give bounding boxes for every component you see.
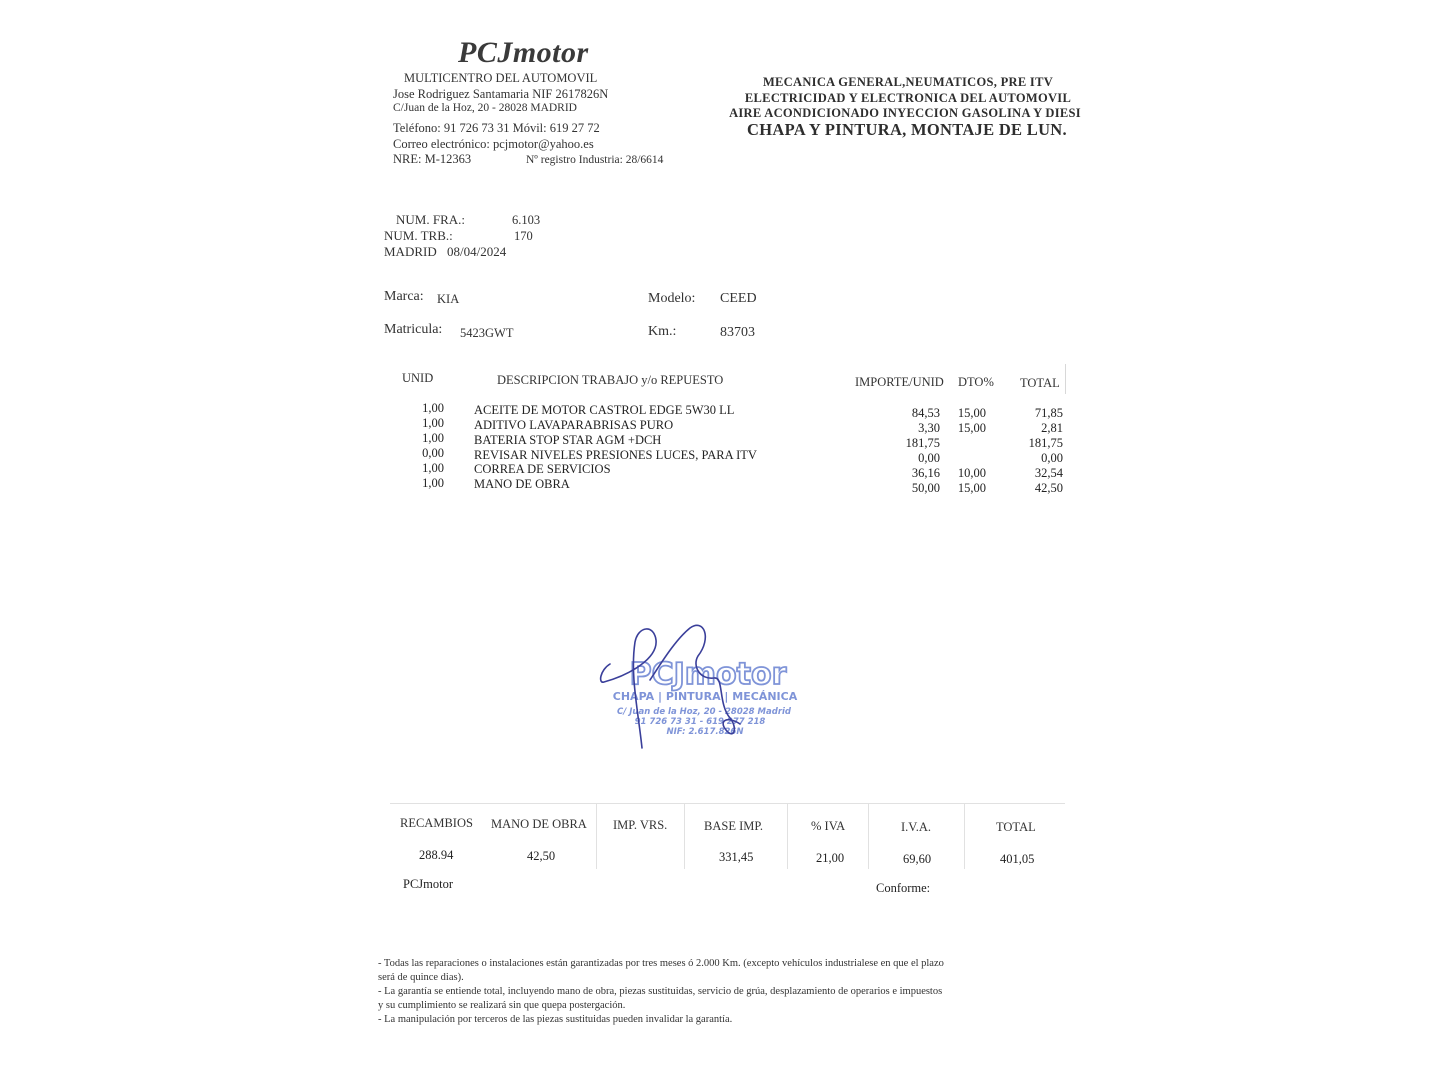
stamp-line-2: C/ Juan de la Hoz, 20 - 28028 Madrid — [616, 707, 792, 717]
imp-vrs-label: IMP. VRS. — [613, 818, 668, 832]
row-4-unid: 0,00 — [422, 446, 444, 460]
company-registry: Nº registro Industria: 28/6614 — [526, 154, 664, 166]
num-fra-value: 6.103 — [512, 213, 541, 227]
company-phone: Teléfono: 91 726 73 31 Móvil: 619 27 72 — [393, 121, 600, 135]
stamp-brand: PCJmotor — [629, 657, 787, 692]
stamp-line-3: 91 726 73 31 - 619 277 218 — [634, 717, 766, 727]
row-1-unid: 1,00 — [422, 401, 444, 415]
recambios-value: 288.94 — [419, 848, 454, 862]
company-email: Correo electrónico: pcjmotor@yahoo.es — [393, 137, 594, 151]
row-4-importe: 0,00 — [918, 451, 940, 465]
row-2-unid: 1,00 — [422, 416, 444, 430]
km-label: Km.: — [648, 324, 677, 339]
invoice-city: MADRID — [384, 244, 437, 259]
stamp-line-1: CHAPA | PINTURA | MECÁNICA — [612, 690, 798, 703]
row-5-unid: 1,00 — [422, 461, 444, 475]
recambios-label: RECAMBIOS — [400, 816, 473, 830]
row-2-total: 2,81 — [1041, 421, 1063, 435]
marca-label: Marca: — [384, 289, 424, 304]
row-5-dto: 10,00 — [957, 466, 986, 480]
matricula-value: 5423GWT — [460, 326, 514, 340]
services-line-4: CHAPA Y PINTURA, MONTAJE DE LUN. — [747, 120, 1067, 139]
row-1-desc: ACEITE DE MOTOR CASTROL EDGE 5W30 LL — [474, 403, 735, 417]
row-5-importe: 36,16 — [911, 466, 940, 480]
services-line-3: AIRE ACONDICIONADO INYECCION GASOLINA Y DIESI — [729, 106, 1081, 120]
mano-obra-label: MANO DE OBRA — [491, 817, 587, 831]
iva-pct-value: 21,00 — [816, 851, 845, 865]
row-1-dto: 15,00 — [957, 406, 986, 420]
total-label: TOTAL — [996, 820, 1036, 834]
note-line-3: - La garantía se entiende total, incluyendo mano de obra, piezas sustituidas, servicio de grúa, desplazamiento de operarios e impuestos — [378, 986, 943, 997]
matricula-label: Matricula: — [384, 322, 443, 337]
modelo-label: Modelo: — [648, 291, 696, 306]
row-2-dto: 15,00 — [957, 421, 986, 435]
row-3-total: 181,75 — [1028, 436, 1063, 450]
company-nre: NRE: M-12363 — [393, 152, 472, 166]
num-trb-value: 170 — [514, 229, 533, 243]
row-3-importe: 181,75 — [905, 436, 940, 450]
row-6-total: 42,50 — [1034, 481, 1063, 495]
num-fra-label: NUM. FRA.: — [396, 212, 465, 227]
row-4-desc: REVISAR NIVELES PRESIONES LUCES, PARA ITV — [474, 448, 757, 462]
header-desc: DESCRIPCION TRABAJO y/o REPUESTO — [497, 373, 724, 387]
company-owner: Jose Rodriguez Santamaria NIF 2617826N — [393, 87, 609, 101]
signer-name: PCJmotor — [403, 877, 454, 891]
marca-value: KIA — [437, 292, 460, 306]
total-value: 401,05 — [1000, 852, 1035, 866]
km-value: 83703 — [720, 325, 755, 340]
base-value: 331,45 — [719, 850, 754, 864]
services-line-1: MECANICA GENERAL,NEUMATICOS, PRE ITV — [762, 75, 1054, 89]
row-4-total: 0,00 — [1041, 451, 1063, 465]
base-label: BASE IMP. — [704, 819, 764, 833]
row-2-desc: ADITIVO LAVAPARABRISAS PURO — [474, 418, 674, 432]
note-line-5: - La manipulación por terceros de las piezas sustituidas pueden invalidar la garantía. — [378, 1014, 733, 1025]
stamp-graphic — [590, 620, 830, 750]
iva-pct-label: % IVA — [811, 819, 846, 833]
row-3-unid: 1,00 — [422, 431, 444, 445]
row-3-desc: BATERIA STOP STAR AGM +DCH — [474, 433, 662, 447]
services-line-2: ELECTRICIDAD Y ELECTRONICA DEL AUTOMOVIL — [744, 91, 1072, 105]
row-5-total: 32,54 — [1034, 466, 1063, 480]
company-logo: PCJmotor — [458, 36, 589, 69]
mano-obra-value: 42,50 — [527, 849, 556, 863]
note-line-4: y su cumplimiento se realizará sin que quepa postergación. — [378, 1000, 626, 1011]
stamp-line-4: NIF: 2.617.826N — [666, 727, 744, 737]
iva-label: I.V.A. — [901, 820, 931, 834]
num-trb-label: NUM. TRB.: — [384, 228, 453, 243]
company-subtitle: MULTICENTRO DEL AUTOMOVIL — [404, 71, 598, 85]
note-line-2: será de quince dias). — [378, 972, 464, 983]
row-5-desc: CORREA DE SERVICIOS — [474, 462, 611, 476]
conforme-label: Conforme: — [876, 881, 931, 895]
header-dto: DTO% — [958, 375, 994, 389]
row-1-total: 71,85 — [1034, 406, 1063, 420]
row-6-importe: 50,00 — [911, 481, 940, 495]
row-6-dto: 15,00 — [957, 481, 986, 495]
modelo-value: CEED — [720, 291, 757, 306]
invoice-date: 08/04/2024 — [447, 244, 507, 259]
header-unid: UNID — [402, 371, 434, 385]
header-importe: IMPORTE/UNID — [855, 375, 944, 389]
company-stamp — [590, 620, 830, 750]
row-1-importe: 84,53 — [911, 406, 940, 420]
header-total: TOTAL — [1020, 376, 1060, 390]
row-6-unid: 1,00 — [422, 476, 444, 490]
note-line-1: - Todas las reparaciones o instalaciones están garantizadas por tres meses ó 2.000 Km. (excepto vehículos industrialese en que el plazo — [378, 958, 944, 969]
row-6-desc: MANO DE OBRA — [474, 477, 570, 491]
row-2-importe: 3,30 — [918, 421, 940, 435]
company-address: C/Juan de la Hoz, 20 - 28028 MADRID — [393, 102, 577, 114]
iva-value: 69,60 — [903, 852, 932, 866]
